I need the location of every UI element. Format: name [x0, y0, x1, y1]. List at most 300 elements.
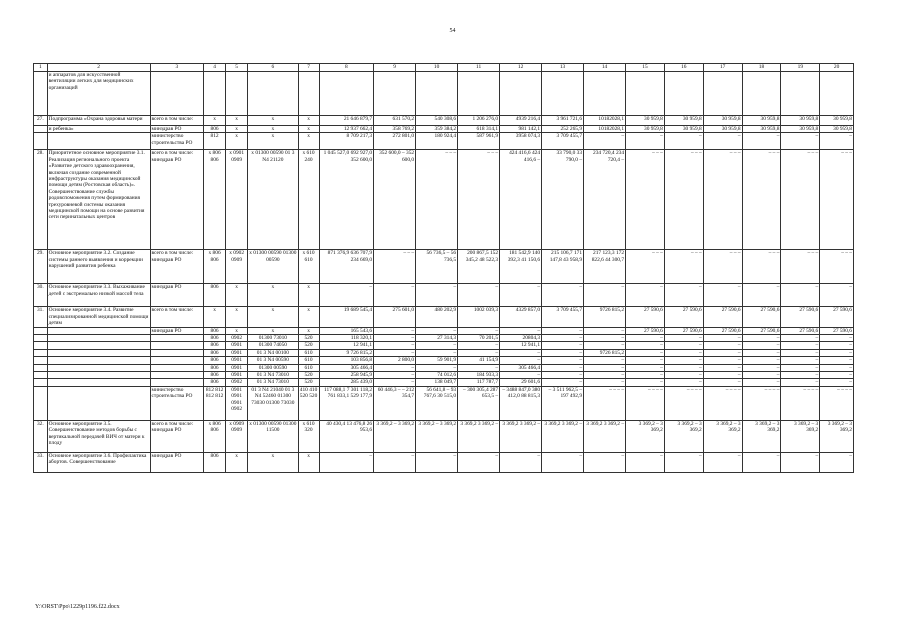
table-cell: –: [703, 349, 742, 356]
table-cell: 618 314,1: [458, 126, 500, 133]
table-cell: 181 542,9 140 392,3 41 150,6: [500, 250, 542, 284]
table-cell: х: [298, 452, 319, 472]
table-cell: 30 959,8: [664, 126, 703, 133]
table-cell: 1002 039,3: [458, 307, 500, 327]
table-cell: 410 410 520 520: [298, 386, 319, 420]
table-cell: – – –: [703, 150, 742, 250]
table-cell: –: [542, 284, 584, 307]
table-cell: –: [374, 284, 416, 307]
header-cell: 3: [150, 64, 204, 72]
table-cell: 272 801,0: [374, 133, 416, 150]
table-cell: 0901: [226, 349, 248, 356]
table-cell: –: [703, 372, 742, 379]
table-cell: [542, 72, 584, 116]
table-cell: –: [626, 133, 665, 150]
table-cell: 871 376,9 636 707,9 234 669,0: [319, 250, 374, 284]
table-row: [34, 364, 854, 371]
table-cell: –: [820, 372, 854, 379]
table-cell: [150, 364, 204, 371]
table-cell: –: [542, 364, 584, 371]
table-cell: –: [742, 349, 781, 356]
table-cell: 215 106,7 171 147,8 43 958,9: [542, 250, 584, 284]
table-cell: –: [374, 349, 416, 356]
header-cell: 2: [47, 64, 150, 72]
table-cell: 0901: [226, 357, 248, 364]
table-cell: 3 369,2 3 369,2 –: [542, 420, 584, 452]
table-cell: –: [820, 364, 854, 371]
table-cell: 10182028,1: [584, 116, 626, 126]
table-cell: [150, 349, 204, 356]
table-cell: –: [742, 335, 781, 342]
table-cell: 56 736,5 – 56 736,5: [416, 250, 458, 284]
table-row: [34, 250, 854, 284]
table-cell: 3 369,2 – 3 369,2: [781, 420, 820, 452]
table-cell: 520: [298, 335, 319, 342]
table-cell: х 806 806: [204, 420, 226, 452]
table-row: [34, 307, 854, 327]
table-cell: х 610 610: [298, 250, 319, 284]
row-number-cell: [34, 126, 48, 133]
table-cell: 610: [298, 357, 319, 364]
table-cell: –: [458, 452, 500, 472]
table-cell: 4329 857,0: [500, 307, 542, 327]
table-cell: х 0909 0909: [226, 420, 248, 452]
table-cell: 12 941,1: [500, 342, 542, 349]
table-cell: –: [626, 349, 665, 356]
table-cell: 27 590,6: [664, 307, 703, 327]
row-number-cell: 32.: [34, 420, 48, 452]
table-cell: – – –: [458, 150, 500, 250]
table-cell: всего в том числе: минздрав РО: [150, 150, 204, 250]
table-cell: 33 790,0 33 790,0 –: [542, 150, 584, 250]
table-cell: х: [298, 307, 319, 327]
table-cell: –: [742, 452, 781, 472]
row-number-cell: [34, 335, 48, 342]
table-cell: 520: [298, 342, 319, 349]
table-cell: 305 466,4: [319, 364, 374, 371]
table-cell: [150, 379, 204, 386]
header-cell: 6: [248, 64, 298, 72]
table-cell: 200 867,5 152 345,2 48 522,3: [458, 250, 500, 284]
table-cell: 631 570,2: [374, 116, 416, 126]
table-row: [34, 327, 854, 334]
table-cell: –: [820, 452, 854, 472]
table-cell: 587 961,9: [458, 133, 500, 150]
table-cell: –: [781, 133, 820, 150]
table-cell: – – – –: [703, 386, 742, 420]
activity-name-cell: [47, 379, 150, 386]
table-cell: – – – –: [584, 386, 626, 420]
table-cell: –: [703, 379, 742, 386]
budget-table: [33, 63, 854, 473]
header-cell: 15: [626, 64, 665, 72]
table-cell: 27 314,3: [416, 335, 458, 342]
table-cell: 70 201,5: [458, 335, 500, 342]
table-cell: 0901: [226, 342, 248, 349]
table-cell: –: [664, 357, 703, 364]
table-cell: 19 689 545,4: [319, 307, 374, 327]
table-cell: 27 590,6: [742, 327, 781, 334]
row-number-cell: [34, 349, 48, 356]
activity-name-cell: Приоритетное основное мероприятие 3.1. Реализация регионального проекта «Развитие детского здравоохранения, включая создание современной инфраструктуры оказания медицинской помощи детям (Ростовская область)». Совершенствование службы родовспоможения путем формирования трехуровневой системы оказания медицинской помощи на основе развития сети перинатальных центров: [47, 150, 150, 250]
table-cell: 21 646 879,7: [319, 116, 374, 126]
table-cell: – – –: [781, 250, 820, 284]
table-cell: 0901: [226, 372, 248, 379]
table-cell: х: [226, 452, 248, 472]
table-cell: – – –: [416, 150, 458, 250]
table-cell: –: [781, 284, 820, 307]
table-cell: [820, 72, 854, 116]
table-cell: –: [781, 379, 820, 386]
table-cell: [458, 72, 500, 116]
table-cell: – 3488 847,0 380 412,0 88 815,3: [500, 386, 542, 420]
table-cell: 30 959,8: [703, 116, 742, 126]
header-row: [34, 64, 854, 72]
table-cell: [664, 72, 703, 116]
table-row: [34, 284, 854, 307]
table-cell: 806: [204, 452, 226, 472]
table-cell: –: [664, 335, 703, 342]
activity-name-cell: [47, 386, 150, 420]
table-cell: [703, 72, 742, 116]
table-cell: 01 3 N4 00100: [248, 349, 298, 356]
table-cell: 4939 216,4: [500, 116, 542, 126]
table-cell: х: [248, 133, 298, 150]
table-cell: –: [500, 284, 542, 307]
header-cell: 12: [500, 64, 542, 72]
table-cell: 60 446,3 – – 212 354,7: [374, 386, 416, 420]
table-cell: минздрав РО: [150, 327, 204, 334]
table-cell: 275 601,0: [374, 307, 416, 327]
table-cell: х: [226, 307, 248, 327]
table-row: [34, 116, 854, 126]
table-cell: [150, 335, 204, 342]
table-cell: 812: [204, 133, 226, 150]
table-cell: 01 3 N4 73010: [248, 372, 298, 379]
table-cell: х 0902 0909: [226, 250, 248, 284]
table-cell: 41 154,9: [458, 357, 500, 364]
table-cell: 480 202,9: [416, 307, 458, 327]
table-row: [34, 133, 854, 150]
table-cell: –: [820, 335, 854, 342]
table-cell: –: [416, 284, 458, 307]
header-cell: 7: [298, 64, 319, 72]
header-cell: 14: [584, 64, 626, 72]
table-cell: –: [742, 133, 781, 150]
table-row: [34, 386, 854, 420]
activity-name-cell: [47, 335, 150, 342]
table-cell: 981 142,1: [500, 126, 542, 133]
table-cell: –: [542, 342, 584, 349]
activity-name-cell: и аппаратов для искусственной вентиляции легких для медицинских организаций: [47, 72, 150, 116]
table-row: [34, 357, 854, 364]
table-cell: –: [703, 133, 742, 150]
table-cell: 59 901,9: [416, 357, 458, 364]
table-cell: –: [742, 379, 781, 386]
table-cell: всего в том числе: минздрав РО: [150, 250, 204, 284]
row-number-cell: 27.: [34, 116, 48, 126]
table-cell: 285 439,0: [319, 379, 374, 386]
table-row: [34, 372, 854, 379]
table-row: [34, 72, 854, 116]
table-cell: 30 959,8: [664, 116, 703, 126]
table-cell: 27 590,6: [703, 307, 742, 327]
table-row: [34, 335, 854, 342]
table-cell: 118 320,1: [319, 335, 374, 342]
activity-name-cell: Основное мероприятие 3.3. Выхаживание детей с экстремально низкой массой тела: [47, 284, 150, 307]
activity-name-cell: Основное мероприятие 3.6. Профилактика абортов. Совершенствование: [47, 452, 150, 472]
table-cell: х: [226, 327, 248, 334]
table-cell: –: [458, 349, 500, 356]
table-cell: 30 959,8: [781, 126, 820, 133]
table-cell: минздрав РО: [150, 284, 204, 307]
table-cell: –: [742, 342, 781, 349]
table-cell: –: [374, 327, 416, 334]
table-cell: 10182028,1: [584, 126, 626, 133]
table-cell: –: [820, 349, 854, 356]
table-cell: 27 590,6: [626, 327, 665, 334]
table-cell: –: [542, 379, 584, 386]
table-cell: –: [416, 364, 458, 371]
table-cell: [150, 342, 204, 349]
table-cell: –: [703, 335, 742, 342]
table-row: [34, 150, 854, 250]
table-cell: 27 590,6: [820, 307, 854, 327]
table-cell: – – –: [703, 250, 742, 284]
table-cell: –: [626, 342, 665, 349]
table-cell: 3 709 455,7: [542, 307, 584, 327]
table-row: [34, 342, 854, 349]
table-cell: всего в том числе:: [150, 307, 204, 327]
row-number-cell: [34, 386, 48, 420]
table-cell: –: [319, 284, 374, 307]
table-cell: 184 933,3: [458, 372, 500, 379]
table-cell: 358 769,2: [374, 126, 416, 133]
table-cell: –: [416, 452, 458, 472]
table-cell: – – – –: [742, 386, 781, 420]
table-cell: [150, 357, 204, 364]
page-number: 54: [449, 28, 456, 34]
table-cell: –: [703, 364, 742, 371]
table-cell: – – – –: [781, 386, 820, 420]
table-cell: 12 941,1: [319, 342, 374, 349]
table-cell: 1 045 527,0 692 927,0 352 600,0: [319, 150, 374, 250]
table-cell: –: [703, 452, 742, 472]
table-cell: 27 590,6: [820, 327, 854, 334]
table-cell: х: [248, 284, 298, 307]
table-cell: –: [584, 452, 626, 472]
table-cell: –: [458, 327, 500, 334]
table-cell: –: [626, 357, 665, 364]
table-cell: 352 600,0 – 352 600,0: [374, 150, 416, 250]
table-cell: 252 265,9: [542, 126, 584, 133]
table-cell: –: [319, 452, 374, 472]
header-cell: 19: [781, 64, 820, 72]
table-cell: 806: [204, 349, 226, 356]
table-cell: 117 787,7: [458, 379, 500, 386]
table-cell: –: [374, 379, 416, 386]
table-cell: х: [226, 116, 248, 126]
table-cell: 138 049,7: [416, 379, 458, 386]
table-cell: 20804,3: [500, 335, 542, 342]
table-cell: 610: [298, 364, 319, 371]
table-cell: 0902: [226, 335, 248, 342]
table-cell: 806: [204, 364, 226, 371]
table-cell: 812 812 812 812: [204, 386, 226, 420]
table-cell: 806: [204, 284, 226, 307]
table-cell: 305 466,4: [500, 364, 542, 371]
table-cell: –: [664, 379, 703, 386]
table-cell: 520: [298, 372, 319, 379]
row-number-cell: 33.: [34, 452, 48, 472]
table-cell: х: [298, 133, 319, 150]
table-cell: [626, 72, 665, 116]
table-cell: –: [664, 133, 703, 150]
header-cell: 8: [319, 64, 374, 72]
table-cell: х: [248, 116, 298, 126]
table-cell: 8 709 217,3: [319, 133, 374, 150]
table-cell: всего в том числе:: [150, 116, 204, 126]
row-number-cell: [34, 342, 48, 349]
table-cell: х: [226, 126, 248, 133]
table-cell: 3 709 455,7: [542, 133, 584, 150]
activity-name-cell: [47, 357, 150, 364]
table-cell: х 01300 00590 01 3 N4 21120: [248, 150, 298, 250]
table-cell: [374, 72, 416, 116]
table-cell: 520: [298, 379, 319, 386]
table-cell: министерство строительства РО: [150, 386, 204, 420]
header-cell: 1: [34, 64, 48, 72]
table-cell: 1 206 276,0: [458, 116, 500, 126]
table-cell: 165 543,6: [319, 327, 374, 334]
table-cell: [204, 72, 226, 116]
table-cell: [319, 72, 374, 116]
table-cell: 30 959,8: [820, 126, 854, 133]
table-cell: 01300 73010: [248, 335, 298, 342]
table-cell: –: [500, 357, 542, 364]
table-cell: 9726 815,2: [584, 349, 626, 356]
table-cell: –: [584, 379, 626, 386]
table-cell: х 806 806: [204, 150, 226, 250]
table-cell: 424 416,6 424 416,6 –: [500, 150, 542, 250]
table-cell: 359 384,2: [416, 126, 458, 133]
activity-name-cell: [47, 133, 150, 150]
table-cell: 01 3 N4 21040 01 3 N4 52460 01300 73030 01300 73030: [248, 386, 298, 420]
table-cell: –: [374, 452, 416, 472]
table-cell: –: [584, 357, 626, 364]
activity-name-cell: [47, 342, 150, 349]
table-cell: –: [500, 327, 542, 334]
table-cell: –: [664, 372, 703, 379]
table-cell: –: [542, 452, 584, 472]
table-cell: –: [781, 364, 820, 371]
table-cell: 27 590,6: [781, 307, 820, 327]
table-cell: 12 937 662,4: [319, 126, 374, 133]
table-cell: х 806 806: [204, 250, 226, 284]
table-cell: [150, 72, 204, 116]
table-cell: 0902: [226, 379, 248, 386]
header-cell: 13: [542, 64, 584, 72]
table-cell: 3 369,2 3 369,2 –: [458, 420, 500, 452]
table-cell: министерство строительства РО: [150, 133, 204, 150]
table-cell: – – –: [820, 250, 854, 284]
table-cell: –: [584, 327, 626, 334]
table-cell: –: [626, 364, 665, 371]
table-cell: [416, 72, 458, 116]
table-cell: –: [820, 379, 854, 386]
table-cell: 806: [204, 327, 226, 334]
table-cell: [584, 72, 626, 116]
table-cell: –: [820, 133, 854, 150]
row-number-cell: [34, 379, 48, 386]
table-cell: 3 369,2 – 3 369,2: [664, 420, 703, 452]
header-cell: 4: [204, 64, 226, 72]
table-cell: – – – –: [626, 386, 665, 420]
table-cell: –: [584, 364, 626, 371]
activity-name-cell: [47, 327, 150, 334]
table-cell: минздрав РО: [150, 126, 204, 133]
header-cell: 10: [416, 64, 458, 72]
table-cell: – – –: [664, 250, 703, 284]
table-cell: минздрав РО: [150, 452, 204, 472]
row-number-cell: [34, 133, 48, 150]
table-cell: –: [664, 342, 703, 349]
table-cell: –: [781, 372, 820, 379]
activity-name-cell: Подпрограмма «Охрана здоровья матери: [47, 116, 150, 126]
table-cell: –: [374, 372, 416, 379]
table-cell: 40 430,4 13 476,8 26 953,6: [319, 420, 374, 452]
table-cell: 806: [204, 379, 226, 386]
table-cell: 180 924,4: [416, 133, 458, 150]
table-cell: 806: [204, 126, 226, 133]
table-cell: 3 369,2 3 369,2 –: [584, 420, 626, 452]
table-row: [34, 452, 854, 472]
table-cell: –: [416, 327, 458, 334]
table-cell: 3 369,2 – 3 369,2: [416, 420, 458, 452]
table-cell: 117 088,1 7 301 118,2 761 833,1 529 177,9: [319, 386, 374, 420]
table-cell: – 3 511 962,5 – 197 492,9: [542, 386, 584, 420]
activity-name-cell: [47, 372, 150, 379]
table-cell: х 01300 00590 01300 11500: [248, 420, 298, 452]
table-cell: 540 308,6: [416, 116, 458, 126]
table-cell: [781, 72, 820, 116]
table-cell: 9726 815,2: [584, 307, 626, 327]
table-cell: –: [458, 342, 500, 349]
table-cell: – – –: [742, 150, 781, 250]
table-cell: –: [584, 133, 626, 150]
row-number-cell: [34, 372, 48, 379]
table-cell: 56 641,8 – 93 767,6 30 515,0: [416, 386, 458, 420]
table-cell: –: [742, 284, 781, 307]
activity-name-cell: и ребенка»: [47, 126, 150, 133]
table-cell: –: [626, 335, 665, 342]
table-cell: 806: [204, 335, 226, 342]
file-path-footer: Y:\ORST\Ppo\1229p1196.f22.docx: [35, 604, 120, 610]
table-cell: 30 959,8: [626, 126, 665, 133]
table-cell: – – –: [664, 150, 703, 250]
table-cell: х: [298, 116, 319, 126]
table-cell: –: [542, 357, 584, 364]
table-cell: –: [500, 349, 542, 356]
table-cell: – – – –: [820, 386, 854, 420]
table-cell: [248, 72, 298, 116]
table-cell: –: [584, 372, 626, 379]
table-cell: 806: [204, 342, 226, 349]
table-cell: 30 959,8: [742, 126, 781, 133]
table-cell: – – –: [626, 250, 665, 284]
table-cell: х: [248, 307, 298, 327]
header-cell: 20: [820, 64, 854, 72]
